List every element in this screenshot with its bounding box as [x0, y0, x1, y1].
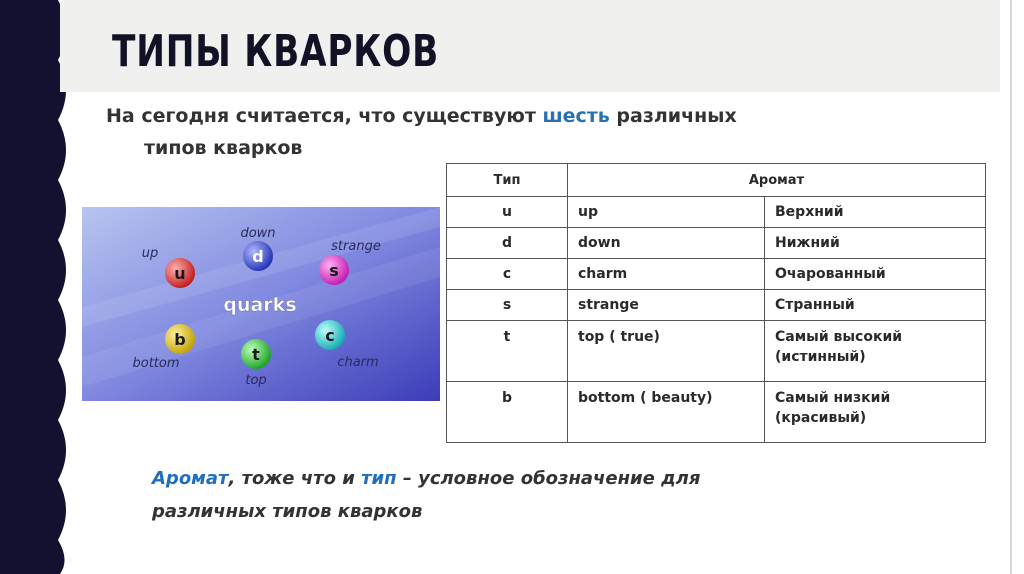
cell-english: top ( true) [568, 321, 765, 382]
quark-u-letter: u [174, 264, 186, 283]
intro-after: различных [609, 105, 737, 127]
quark-c-letter: c [325, 326, 335, 345]
cell-english: down [568, 228, 765, 259]
cell-symbol: d [447, 228, 568, 259]
footer-rest: – условное обозначение для [396, 468, 701, 489]
intro-before: На сегодня считается, что существуют [106, 105, 543, 127]
cell-russian: Самый низкий (красивый) [765, 382, 986, 443]
footer-term-flavor: Аромат [152, 468, 229, 489]
footer-line-2: различных типов кварков [152, 501, 423, 522]
quark-u-name: up [141, 246, 159, 261]
slide-title: ТИПЫ КВАРКОВ [112, 26, 440, 77]
footer-line-1 [152, 462, 972, 495]
cell-symbol: u [447, 197, 568, 228]
table-row [447, 321, 986, 382]
table-row [447, 290, 986, 321]
cell-symbol: t [447, 321, 568, 382]
quark-t-name: top [245, 373, 267, 388]
intro-text [106, 100, 936, 164]
cell-russian: Очарованный [765, 259, 986, 290]
cell-russian: Странный [765, 290, 986, 321]
quark-d-name: down [240, 226, 276, 241]
quark-t-letter: t [252, 345, 260, 364]
table-row [447, 197, 986, 228]
cell-english: up [568, 197, 765, 228]
intro-highlight: шесть [542, 105, 610, 127]
footer-mid: , тоже что и [228, 468, 362, 489]
quark-s-name: strange [331, 239, 381, 254]
cell-english: bottom ( beauty) [568, 382, 765, 443]
quarks-illustration [82, 207, 440, 401]
quark-t [241, 339, 271, 388]
right-border-line [1010, 0, 1012, 574]
quark-d [240, 226, 275, 271]
cell-russian: Верхний [765, 197, 986, 228]
quarks-center-label: quarks [223, 294, 297, 316]
intro-line-2: типов кварков [144, 137, 303, 159]
table-row [447, 228, 986, 259]
cell-russian: Нижний [765, 228, 986, 259]
footer-note [152, 462, 972, 528]
header-flavor: Аромат [568, 164, 986, 197]
quark-b-letter: b [174, 330, 186, 349]
table-row [447, 259, 986, 290]
header-type: Тип [447, 164, 568, 197]
cell-symbol: c [447, 259, 568, 290]
quark-c-name: charm [337, 355, 379, 370]
cell-english: charm [568, 259, 765, 290]
cell-symbol: s [447, 290, 568, 321]
table-row [447, 382, 986, 443]
intro-line-1 [106, 100, 936, 132]
cell-russian: Самый высокий (истинный) [765, 321, 986, 382]
quark-flavor-table [446, 163, 986, 443]
quark-d-letter: d [252, 247, 264, 266]
table-header-row [447, 164, 986, 197]
footer-term-type: тип [361, 468, 397, 489]
quark-s-letter: s [329, 261, 339, 280]
quark-b-name: bottom [132, 356, 180, 371]
cell-symbol: b [447, 382, 568, 443]
cell-english: strange [568, 290, 765, 321]
